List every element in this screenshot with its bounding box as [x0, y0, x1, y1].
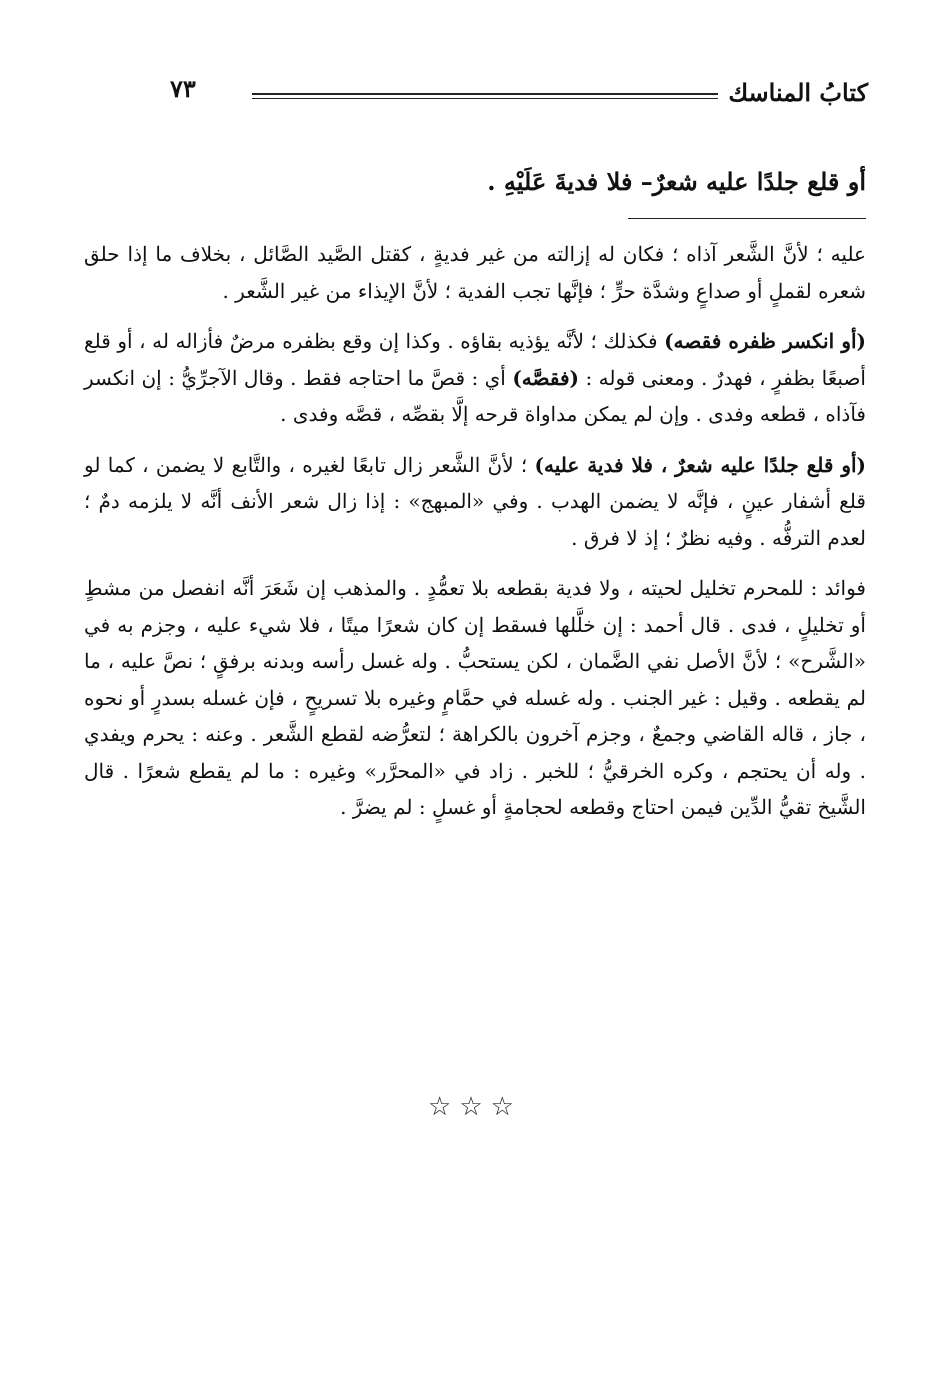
- page-header: [160, 68, 868, 112]
- commentary-text: ؛ لأنَّ الشَّعر زال تابعًا لغيره ، والتَّابع لا يضمن ، كما لو قلع أشفار عينٍ ، فإنَّه لا يضمن الهدب . وفي «المبهج» : إذا زال شعر الأنف أنَّه لا يلزمه دمٌ ؛ لعدم الترفُّه . وفيه نظرٌ ؛ إذ لا فرق .: [84, 452, 866, 550]
- commentary-text: أي : قصَّ ما احتاجه فقط . وقال الآجرِّيُّ : إن انكسر فآذاه ، قطعه وفدى . وإن لم يمكن مداواة قرحه إلَّا بقصِّه ، قصَّه وفدى .: [84, 365, 866, 426]
- commentary-paragraph-2: [84, 323, 866, 433]
- commentary-paragraph-4: فوائد : للمحرم تخليل لحيته ، ولا فدية بقطعه بلا تعمُّدٍ . والمذهب إن شَعَرَ أنَّه انفصل من مشطٍ أو تخليلٍ ، فدى . قال أحمد : إن خلَّلها فسقط إن كان شعرًا ميتًا ، فلا شيء عليه ، وجزم به في «الشَّرح» ؛ لأنَّ الأصل نفي الضَّمان ، لكن يستحبُّ . وله غسل رأسه وبدنه برفقٍ ؛ نصَّ عليه ، ما لم يقطعه . وقيل : غير الجنب . وله غسله في حمَّامٍ وغيره بلا تسريحٍ ، فإن غسله بسدرٍ أو نحوه ، جاز ، قاله القاضي وجمعٌ ، وجزم آخرون بالكراهة ؛ لتعرُّضه لقطع الشَّعر . وعنه : يحرم ويفدي . وله أن يحتجم ، وكره الخرقيُّ ؛ للخبر . زاد في «المحرَّر» وغيره : ما لم يقطع شعرًا . قال الشَّيخ تقيُّ الدِّين فيمن احتاج وقطعه لحجامةٍ أو غسلٍ : لم يضرَّ .: [84, 576, 866, 819]
- commentary-body: [84, 236, 866, 840]
- commentary-paragraph-1: عليه ؛ لأنَّ الشَّعر آذاه ؛ فكان له إزالته من غير فديةٍ ، كقتل الصَّيد الصَّائل ، بخلاف ما إذا حلق شعره لقملٍ أو صداعٍ وشدَّة حرٍّ ؛ فإنَّها تجب الفدية ؛ لأنَّ الإيذاء من غير الشَّعر .: [84, 242, 866, 303]
- matn-text: أو قلع جلدًا عليه شعرٌ– فلا فديةَ عَلَيْهِ .: [487, 167, 866, 196]
- quoted-word: (فقصَّه): [512, 365, 579, 390]
- header-rule: [252, 93, 718, 95]
- section-end-stars: ☆☆☆: [428, 1092, 522, 1122]
- quoted-matn-phrase: (أو قلع جلدًا عليه شعرٌ ، فلا فدية عليه): [534, 452, 866, 477]
- footnote-separator: [628, 218, 866, 219]
- commentary-text: فكذلك ؛ لأنَّه يؤذيه بقاؤه . وكذا إن وقع بظفره مرضٌ فأزاله له ، أو قلع أصبعًا بظفرٍ ، فهدرٌ . ومعنى قوله :: [84, 329, 866, 390]
- page-number: ٧٣: [170, 74, 196, 103]
- quoted-matn-phrase: (أو انكسر ظفره فقصه): [664, 329, 866, 353]
- commentary-paragraph-3: [84, 447, 866, 557]
- running-title: كتابُ المناسك: [728, 78, 868, 107]
